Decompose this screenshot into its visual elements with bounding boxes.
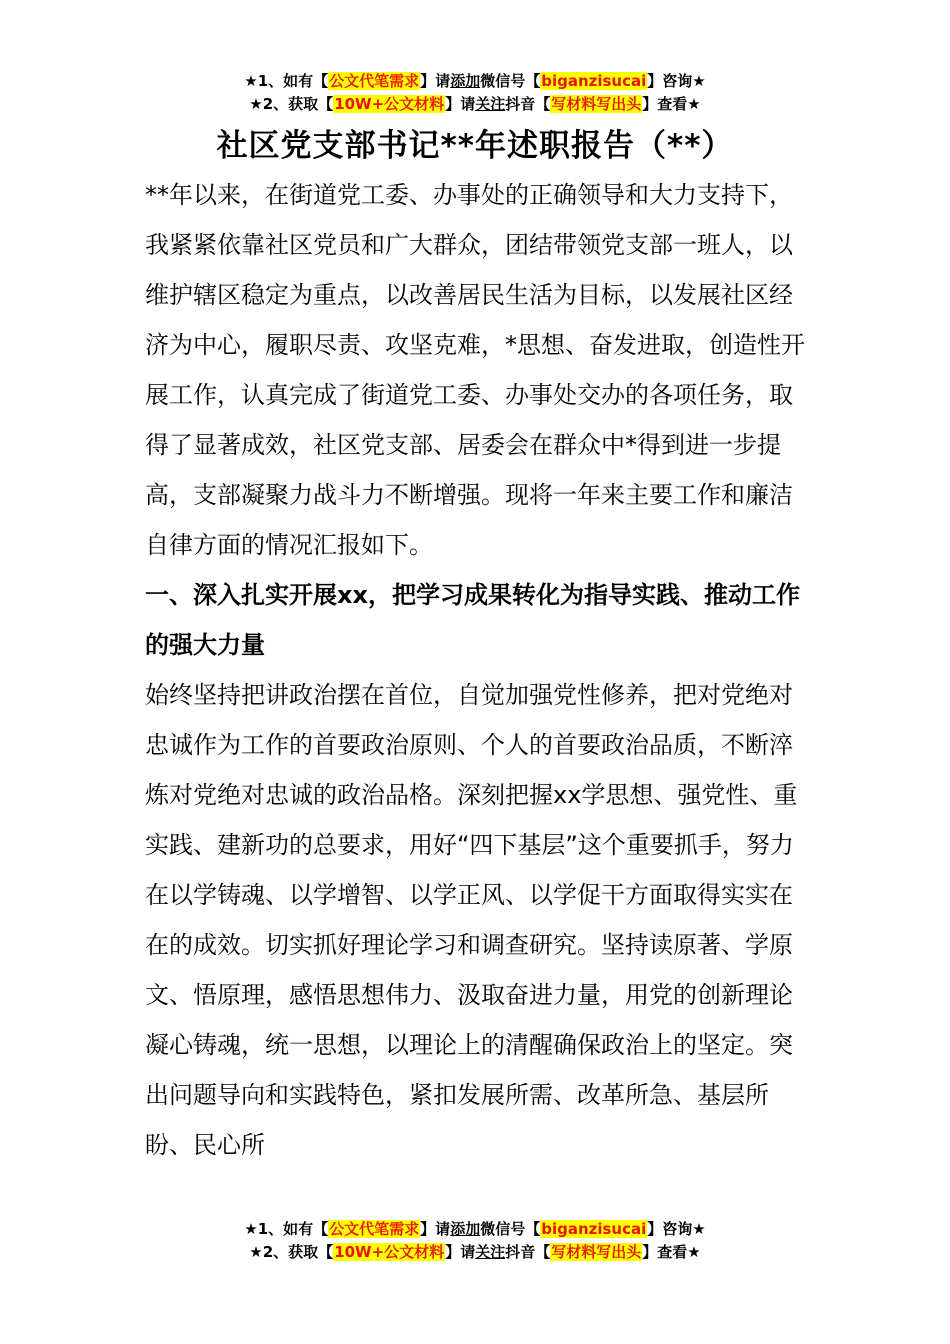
banner-highlight: 公文代笔需求 bbox=[329, 72, 420, 90]
intro-paragraph: **年以来，在街道党工委、办事处的正确领导和大力支持下，我紧紧依靠社区党员和广大群众，团结带领党支部一班人，以维护辖区稳定为重点，以改善居民生活为目标，以发展社区经济为中心，履职尽责、攻坚克难，*思想、奋发进取，创造性开展工作，认真完成了街道党工委、办事处交办的各项任务，取得了显著成效，社区党支部、居委会在群众中*得到进一步提高，支部凝聚力战斗力不断增强。现将一年来主要工作和廉洁自律方面的情况汇报如下。 bbox=[145, 181, 805, 559]
banner-text: 微信号【 bbox=[480, 1220, 541, 1238]
banner-text: 】请 bbox=[445, 1243, 476, 1261]
banner-underlined: 添加 bbox=[450, 72, 481, 90]
banner-highlight: 写材料写出头 bbox=[551, 95, 642, 113]
footer-banner bbox=[0, 1218, 950, 1264]
banner-underlined: 添加 bbox=[450, 1220, 481, 1238]
banner-highlight: 写材料写出头 bbox=[551, 1243, 642, 1261]
banner-text: 抖音【 bbox=[505, 95, 551, 113]
banner-text: 】查看★ bbox=[642, 1243, 701, 1261]
banner-text: 】查看★ bbox=[642, 95, 701, 113]
section-heading: 一、深入扎实开展xx，把学习成果转化为指导实践、推动工作的强大力量 bbox=[145, 581, 800, 659]
banner-text: 】咨询★ bbox=[647, 1220, 706, 1238]
banner-text: ★1、如有【 bbox=[244, 1220, 329, 1238]
banner-highlight: 公文代笔需求 bbox=[329, 1220, 420, 1238]
banner-text: 】请 bbox=[420, 72, 451, 90]
banner-text: 】咨询★ bbox=[647, 72, 706, 90]
document-body bbox=[145, 170, 805, 1170]
banner-highlight: 10W+公文材料 bbox=[334, 1243, 445, 1261]
section-paragraph: 始终坚持把讲政治摆在首位，自觉加强党性修养，把对党绝对忠诚作为工作的首要政治原则、个人的首要政治品质，不断淬炼对党绝对忠诚的政治品格。深刻把握xx学思想、强党性、重实践、建新功的总要求，用好“四下基层”这个重要抓手，努力在以学铸魂、以学增智、以学正风、以学促干方面取得实实在在的成效。切实抓好理论学习和调查研究。坚持读原著、学原文、悟原理，感悟思想伟力、汲取奋进力量，用党的创新理论凝心铸魂，统一思想，以理论上的清醒确保政治上的坚定。突出问题导向和实践特色，紧扣发展所需、改革所急、基层所盼、民心所 bbox=[145, 681, 798, 1159]
banner-text: ★2、获取【 bbox=[249, 95, 334, 113]
banner-underlined: 关注 bbox=[475, 1243, 506, 1261]
header-banner bbox=[0, 70, 950, 116]
banner-highlight: 10W+公文材料 bbox=[334, 95, 445, 113]
banner-text: 微信号【 bbox=[480, 72, 541, 90]
document-title: 社区党支部书记**年述职报告（**） bbox=[216, 128, 734, 164]
banner-highlight: biganzisucai bbox=[541, 72, 647, 90]
banner-text: 】请 bbox=[420, 1220, 451, 1238]
banner-line-1 bbox=[0, 1218, 950, 1241]
banner-underlined: 关注 bbox=[475, 95, 506, 113]
banner-text: 】请 bbox=[445, 95, 476, 113]
banner-text: 抖音【 bbox=[505, 1243, 551, 1261]
banner-line-1 bbox=[0, 70, 950, 93]
banner-line-2 bbox=[0, 93, 950, 116]
banner-highlight: biganzisucai bbox=[541, 1220, 647, 1238]
banner-line-2 bbox=[0, 1241, 950, 1264]
banner-text: ★2、获取【 bbox=[249, 1243, 334, 1261]
banner-text: ★1、如有【 bbox=[244, 72, 329, 90]
